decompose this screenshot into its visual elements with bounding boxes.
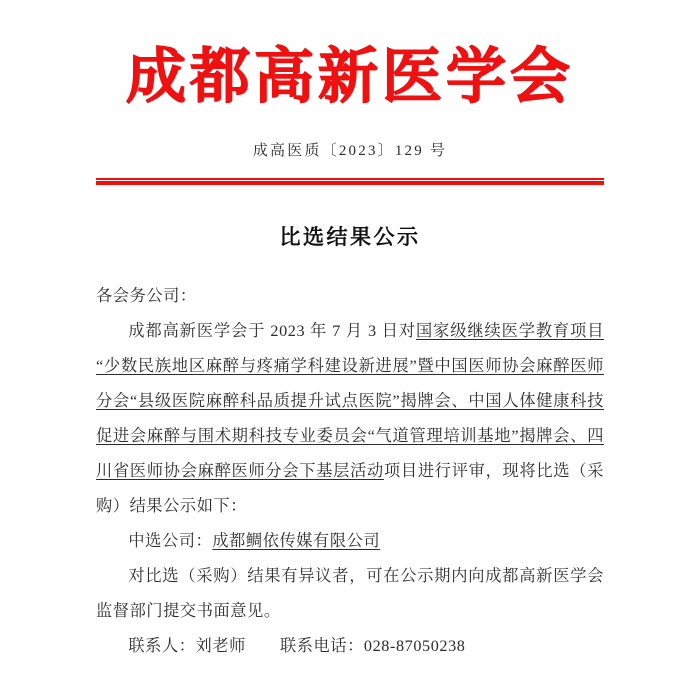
contact-person	[128, 637, 246, 655]
document-number: 成高医质〔2023〕129 号	[252, 143, 448, 159]
winner-line	[96, 524, 604, 559]
main-paragraph	[96, 314, 604, 524]
contact-phone-label: 联系电话：	[279, 636, 364, 655]
objection-paragraph: 对比选（采购）结果有异议者，可在公示期内向成都高新医学会监督部门提交书面意见。	[96, 566, 604, 620]
contact-phone-value: 028-87050238	[363, 636, 466, 655]
contact-person-label: 联系人：	[128, 636, 196, 655]
main-paragraph-tail: 项目进行评审，现将比选（采购）结果公示如下：	[96, 461, 604, 515]
document-body	[96, 251, 604, 664]
contact-phone	[280, 637, 466, 655]
organization-title: 成都高新医学会	[126, 44, 574, 110]
page-title: 比选结果公示	[279, 225, 421, 249]
contact-person-value: 刘老师	[195, 636, 246, 655]
main-paragraph-underlined-scope: 国家级继续医学教育项目“少数民族地区麻醉与疼痛学科建设新进展”暨中国医师协会麻醉医师分会“县级医院麻醉科品质提升试点医院”揭牌会、中国人体健康科技促进会麻醉与围术期科技专业委员会“气道管理培训基地”揭牌会、四川省医师协会麻醉医师分会下基层活动	[96, 321, 604, 480]
salutation: 各会务公司：	[96, 286, 197, 305]
winner-label: 中选公司：	[128, 531, 213, 550]
main-paragraph-lead: 成都高新医学会于 2023 年 7 月 3 日对	[128, 321, 416, 340]
masthead	[0, 0, 700, 160]
contact-line	[96, 629, 604, 664]
winner-company-name: 成都鲷依传媒有限公司	[212, 531, 381, 550]
